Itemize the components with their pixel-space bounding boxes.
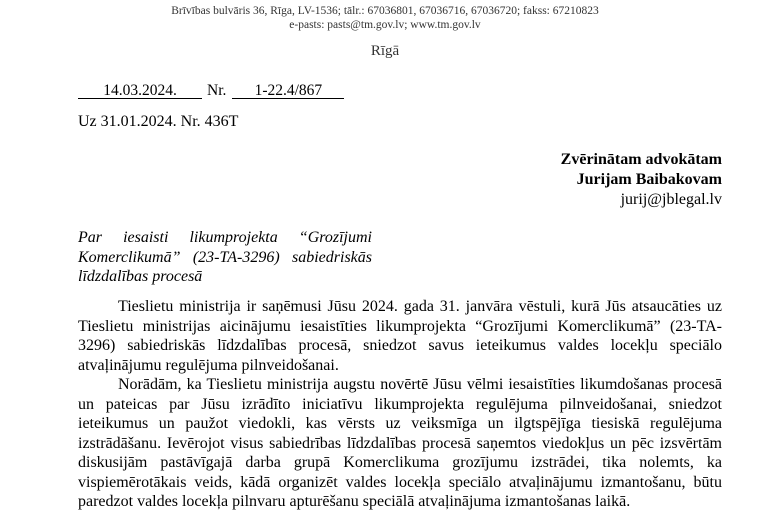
body-line: un pateicas par Jūsu izrādīto iniciatīvu likumprojekta regulējuma pilnveidošanai, sniedzot	[78, 395, 722, 413]
in-reply-reference: Uz 31.01.2024. Nr. 436T	[78, 113, 239, 130]
letterhead-address: Brīvības bulvāris 36, Rīga, LV-1536; tālr.: 67036801, 67036716, 67036720; fakss: 67210823	[171, 5, 599, 17]
subject-line: līdzdalības procesā	[78, 268, 203, 285]
recipient-name: Jurijam Baibakovam	[576, 171, 722, 188]
body-line: Norādām, ka Tieslietu ministrija augstu novērtē Jūsu vēlmi iesaistīties likumdošanas procesā	[118, 376, 722, 393]
letterhead-contacts: e-pasts: pasts@tm.gov.lv; www.tm.gov.lv	[289, 19, 481, 31]
recipient-title: Zvērinātam advokātam	[560, 151, 722, 168]
body-line: paredzot valdes locekļa pilnvaru apturēšanu speciālā atvaļinājuma izmantošanas laikā.	[78, 493, 631, 510]
body-line: Tieslietu ministrija ir saņēmusi Jūsu 2024. gada 31. janvāra vēstuli, kurā Jūs atsaucāties uz	[118, 298, 722, 315]
letter-city: Rīgā	[370, 43, 400, 59]
body-line: diskusijām pastāvīgajā darba grupā Komerclikuma grozījumu izstrādei, tika nolemts, ka	[78, 454, 722, 471]
letter-subject	[78, 228, 372, 287]
letter-date: 14.03.2024.	[78, 81, 202, 99]
body-line: 3296) sabiedriskās līdzdalības procesā, sniedzot savus ieteikumus valdes locekļu speciālo	[78, 337, 722, 354]
subject-line: Komerclikumā” (23-TA-3296) sabiedriskās	[78, 248, 372, 266]
body-line: atvaļinājumu regulējuma pilnveidošanai.	[78, 356, 339, 374]
recipient-email: jurij@jblegal.lv	[620, 191, 722, 208]
body-line: izstrādāšanu. Ievērojot visus sabiedrības līdzdalības procesā saņemtos viedokļus un pēc izsvērtām	[78, 434, 722, 452]
reference-row	[78, 81, 344, 101]
body-line: Tieslietu ministrijas aicinājumu iesaistīties likumprojekta “Grozījumi Komerclikumā” (23-TA-	[78, 317, 722, 335]
letter-body	[78, 297, 722, 512]
subject-line: Par iesaisti likumprojekta “Grozījumi	[78, 229, 372, 246]
body-line: vispiemērotākais veids, kādā organizēt valdes locekļa speciālo atvaļinājumu izmantošanu, būtu	[78, 473, 722, 491]
number-label: Nr.	[207, 82, 227, 99]
letter-number: 1-22.4/867	[232, 81, 344, 99]
body-line: ieteikumus un paužot viedokli, kas vērsts uz veiksmīga un ilgtspējīga tiesiskā regulējuma	[78, 415, 722, 432]
